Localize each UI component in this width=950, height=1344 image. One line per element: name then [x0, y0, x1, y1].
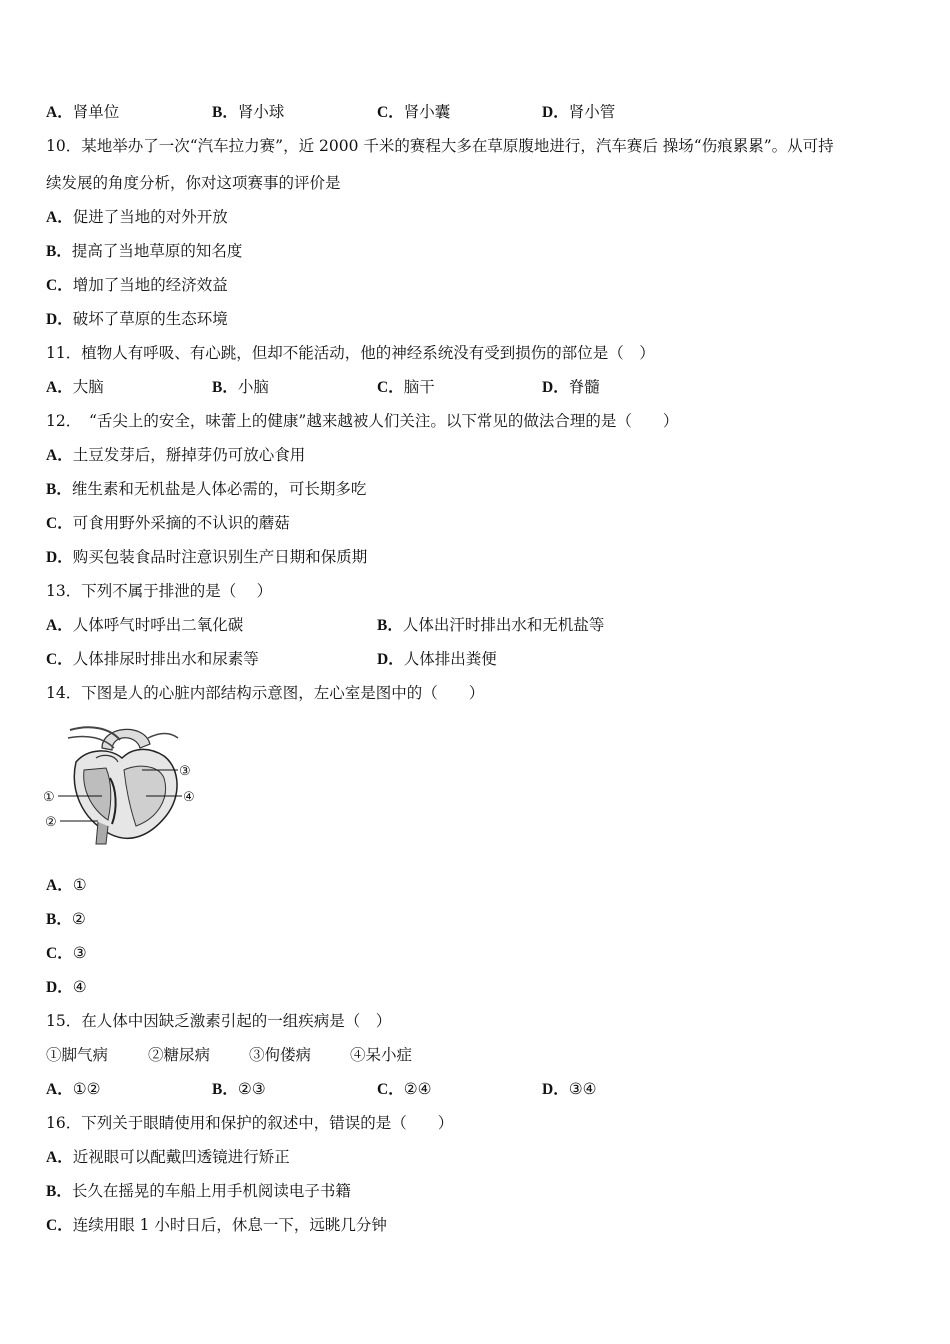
- q15-item-4: ④呆小症: [350, 1046, 413, 1064]
- q13-stem: 13．下列不属于排泄的是（ ）: [46, 582, 273, 600]
- q12-option-b: B．维生素和无机盐是人体必需的，可长期多吃: [46, 480, 367, 498]
- q9-option-a: A．肾单位: [46, 103, 120, 121]
- q11-option-c: C．脑干: [377, 378, 435, 396]
- q14-option-a: A．①: [46, 876, 87, 894]
- q11-option-d: D．脊髓: [542, 378, 600, 396]
- q12-option-a: A．土豆发芽后，掰掉芽仍可放心食用: [46, 446, 306, 464]
- q11-option-a: A．大脑: [46, 378, 104, 396]
- q15-option-c: C．②④: [377, 1080, 432, 1098]
- q9-option-c: C．肾小囊: [377, 103, 451, 121]
- q13-option-a: A．人体呼气时呼出二氧化碳: [46, 616, 244, 634]
- q10-option-c: C．增加了当地的经济效益: [46, 276, 228, 294]
- q11-stem: 11．植物人有呼吸、有心跳，但却不能活动，他的神经系统没有受到损伤的部位是（ ）: [46, 344, 655, 362]
- q16-option-a: A．近视眼可以配戴凹透镜进行矫正: [46, 1148, 290, 1166]
- q15-item-3: ③佝偻病: [249, 1046, 312, 1064]
- q10-stem-line1: 10．某地举办了一次“汽车拉力赛”，近 2000 千米的赛程大多在草原腹地进行，汽车赛后 操场“伤痕累累”。从可持: [46, 137, 834, 155]
- heart-label-2: ②: [45, 815, 57, 830]
- heart-drawing-icon: [58, 727, 182, 844]
- q13-option-c: C．人体排尿时排出水和尿素等: [46, 650, 259, 668]
- q9-option-d: D．肾小管: [542, 103, 616, 121]
- q16-stem: 16．下列关于眼睛使用和保护的叙述中，错误的是（ ）: [46, 1114, 454, 1132]
- q10-option-d: D．破坏了草原的生态环境: [46, 310, 228, 328]
- q13-option-d: D．人体排出粪便: [377, 650, 497, 668]
- q14-option-c: C．③: [46, 944, 87, 962]
- heart-diagram-figure: [40, 718, 205, 846]
- q10-stem-line2: 续发展的角度分析，你对这项赛事的评价是: [46, 174, 341, 192]
- q14-option-d: D．④: [46, 978, 87, 996]
- q14-option-b: B．②: [46, 910, 86, 928]
- q15-option-d: D．③④: [542, 1080, 597, 1098]
- q15-item-2: ②糖尿病: [148, 1046, 211, 1064]
- q12-stem: 12． “舌尖上的安全，味蕾上的健康”越来越被人们关注。以下常见的做法合理的是（ ）: [46, 412, 679, 430]
- q12-option-c: C．可食用野外采摘的不认识的蘑菇: [46, 514, 290, 532]
- q9-option-b: B．肾小球: [212, 103, 285, 121]
- q14-stem: 14．下图是人的心脏内部结构示意图，左心室是图中的（ ）: [46, 684, 485, 702]
- q12-option-d: D．购买包装食品时注意识别生产日期和保质期: [46, 548, 368, 566]
- q15-item-1: ①脚气病: [46, 1046, 109, 1064]
- q16-option-c: C．连续用眼 1 小时日后，休息一下，远眺几分钟: [46, 1216, 387, 1234]
- heart-label-3: ③: [179, 764, 191, 779]
- heart-label-1: ①: [43, 790, 55, 805]
- q15-option-b: B．②③: [212, 1080, 266, 1098]
- heart-label-4: ④: [183, 790, 195, 805]
- q11-option-b: B．小脑: [212, 378, 269, 396]
- q15-stem: 15．在人体中因缺乏激素引起的一组疾病是（ ）: [46, 1012, 392, 1030]
- q10-option-a: A．促进了当地的对外开放: [46, 208, 228, 226]
- q15-option-a: A．①②: [46, 1080, 101, 1098]
- q13-option-b: B．人体出汗时排出水和无机盐等: [377, 616, 605, 634]
- q10-option-b: B．提高了当地草原的知名度: [46, 242, 243, 260]
- q16-option-b: B．长久在摇晃的车船上用手机阅读电子书籍: [46, 1182, 351, 1200]
